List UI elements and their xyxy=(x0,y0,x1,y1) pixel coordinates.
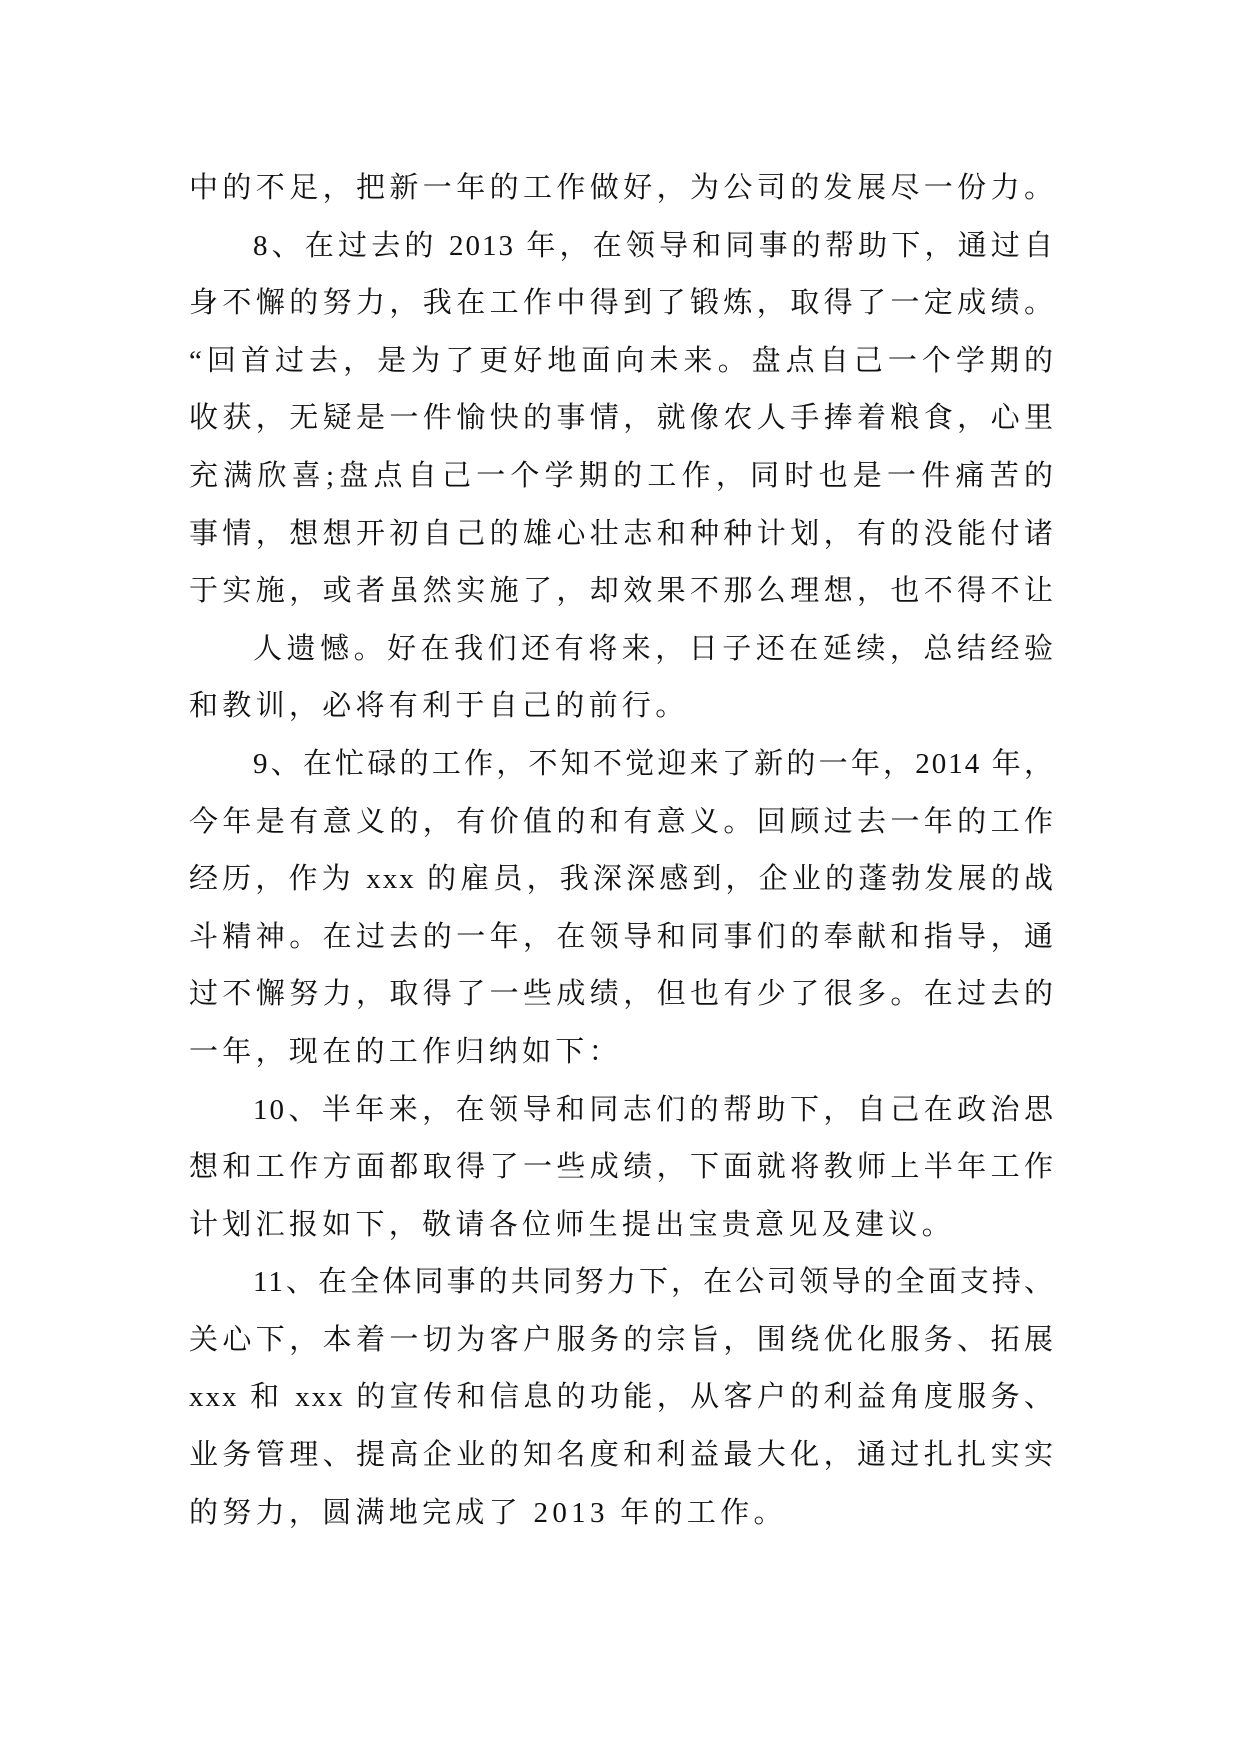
text-line: 想和工作方面都取得了一些成绩，下面就将教师上半年工作 xyxy=(189,1151,1055,1184)
text-line: 事情，想想开初自己的雄心壮志和种种计划，有的没能付诸 xyxy=(189,517,1055,550)
text-line: 业务管理、提高企业的知名度和利益最大化，通过扎扎实实 xyxy=(189,1439,1055,1472)
text-line: 一年，现在的工作归纳如下： xyxy=(189,1035,622,1068)
text-line: xxx 和 xxx 的宣传和信息的功能，从客户的利益角度服务、 xyxy=(189,1381,1055,1414)
text-line: 和教训，必将有利于自己的前行。 xyxy=(189,690,689,723)
text-line: 身不懈的努力，我在工作中得到了锻炼，取得了一定成绩。 xyxy=(189,287,1055,320)
text-line: 充满欣喜;盘点自己一个学期的工作，同时也是一件痛苦的 xyxy=(189,459,1055,492)
text-line: 收获，无疑是一件愉快的事情，就像农人手捧着粮食，心里 xyxy=(189,402,1055,435)
document-body xyxy=(189,160,1055,1542)
text-line: 8、在过去的 2013 年，在领导和同事的帮助下，通过自 xyxy=(253,229,1055,262)
text-line: 过不懈努力，取得了一些成绩，但也有少了很多。在过去的 xyxy=(189,978,1055,1011)
text-line: 人遗憾。好在我们还有将来，日子还在延续，总结经验 xyxy=(253,632,1055,665)
text-line: 今年是有意义的，有价值的和有意义。回顾过去一年的工作 xyxy=(189,805,1055,838)
text-line: 关心下，本着一切为客户服务的宗旨，围绕优化服务、拓展 xyxy=(189,1323,1055,1356)
text-line: 中的不足，把新一年的工作做好，为公司的发展尽一份力。 xyxy=(189,172,1055,204)
text-line: 11、在全体同事的共同努力下，在公司领导的全面支持、 xyxy=(253,1266,1055,1299)
text-line: 于实施，或者虽然实施了，却效果不那么理想，也不得不让 xyxy=(189,575,1055,608)
text-line: 9、在忙碌的工作，不知不觉迎来了新的一年，2014 年， xyxy=(253,747,1055,780)
text-line: 计划汇报如下，敬请各位师生提出宝贵意见及建议。 xyxy=(189,1208,955,1241)
text-line: 斗精神。在过去的一年，在领导和同事们的奉献和指导，通 xyxy=(189,920,1055,953)
text-line: 10、半年来，在领导和同志们的帮助下，自己在政治思 xyxy=(253,1093,1055,1126)
text-line: 经历，作为 xxx 的雇员，我深深感到，企业的蓬勃发展的战 xyxy=(189,863,1055,896)
text-line: “回首过去，是为了更好地面向未来。盘点自己一个学期的 xyxy=(189,344,1055,377)
text-line: 的努力，圆满地完成了 2013 年的工作。 xyxy=(189,1496,787,1529)
